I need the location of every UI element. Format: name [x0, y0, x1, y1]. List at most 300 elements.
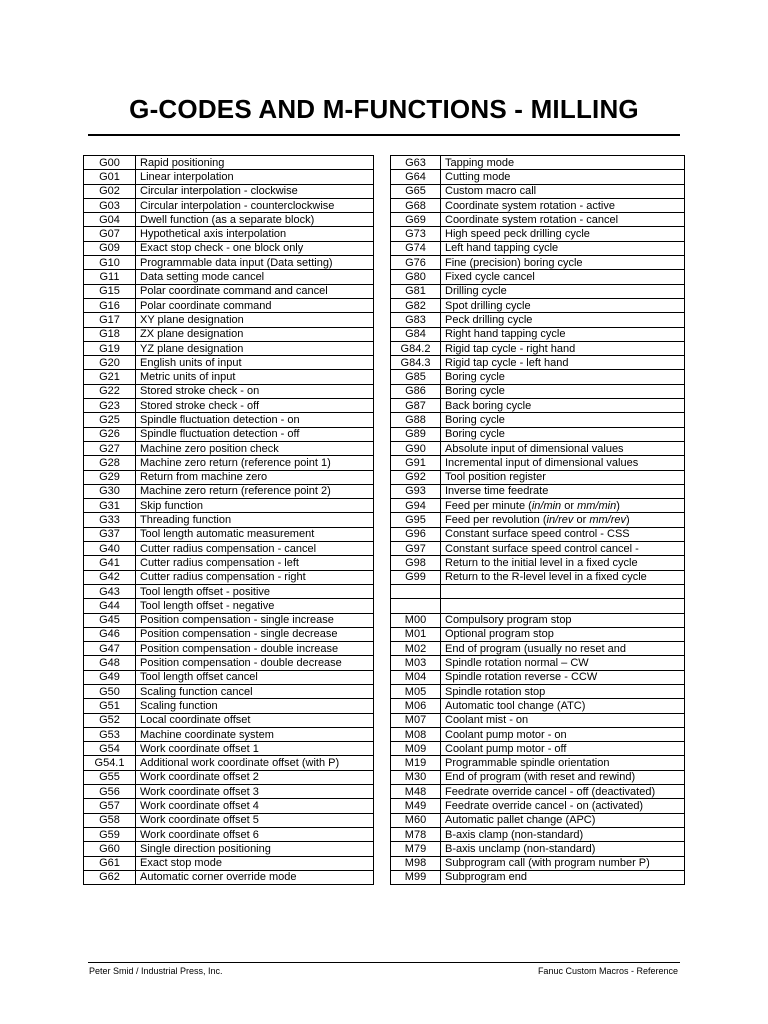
table-row: [84, 627, 374, 641]
table-row: [391, 327, 685, 341]
table-row: [84, 827, 374, 841]
code-cell: G19: [84, 341, 136, 355]
code-cell: G98: [391, 556, 441, 570]
description-cell: Constant surface speed control cancel -: [441, 542, 685, 556]
description-cell: Programmable spindle orientation: [441, 756, 685, 770]
table-row: [84, 427, 374, 441]
code-cell: G29: [84, 470, 136, 484]
table-row: [391, 156, 685, 170]
description-cell: XY plane designation: [136, 313, 374, 327]
table-row: [391, 341, 685, 355]
code-cell: G81: [391, 284, 441, 298]
code-cell: G48: [84, 656, 136, 670]
description-cell: Dwell function (as a separate block): [136, 213, 374, 227]
description-cell: Coordinate system rotation - active: [441, 198, 685, 212]
description-cell: Tool length offset - negative: [136, 599, 374, 613]
description-cell: Fine (precision) boring cycle: [441, 256, 685, 270]
code-cell: G02: [84, 184, 136, 198]
description-cell: Work coordinate offset 5: [136, 813, 374, 827]
table-row: [84, 670, 374, 684]
description-cell: ZX plane designation: [136, 327, 374, 341]
table-row: [84, 713, 374, 727]
table-row: [391, 684, 685, 698]
description-cell: Boring cycle: [441, 413, 685, 427]
description-cell: Spindle rotation normal – CW: [441, 656, 685, 670]
description-cell: Machine zero position check: [136, 441, 374, 455]
description-cell: Work coordinate offset 3: [136, 785, 374, 799]
code-cell: G40: [84, 542, 136, 556]
table-row: [84, 856, 374, 870]
code-cell: G22: [84, 384, 136, 398]
table-row: [84, 256, 374, 270]
description-cell: Rapid positioning: [136, 156, 374, 170]
code-cell: G90: [391, 441, 441, 455]
code-cell: M00: [391, 613, 441, 627]
description-cell: Metric units of input: [136, 370, 374, 384]
table-row: [84, 399, 374, 413]
description-cell: Return to the R-level level in a fixed cycle: [441, 570, 685, 584]
table-row: [391, 356, 685, 370]
description-cell: Left hand tapping cycle: [441, 241, 685, 255]
code-cell: G09: [84, 241, 136, 255]
table-row: [84, 499, 374, 513]
code-cell: G37: [84, 527, 136, 541]
description-cell: Inverse time feedrate: [441, 484, 685, 498]
description-cell: Feed per minute (in/min or mm/min): [441, 499, 685, 513]
code-cell: G91: [391, 456, 441, 470]
code-cell: G27: [84, 441, 136, 455]
table-row: [84, 684, 374, 698]
description-cell: Coolant pump motor - off: [441, 742, 685, 756]
description-cell: Absolute input of dimensional values: [441, 441, 685, 455]
description-cell: Spot drilling cycle: [441, 298, 685, 312]
description-cell: B-axis unclamp (non-standard): [441, 842, 685, 856]
description-cell: Fixed cycle cancel: [441, 270, 685, 284]
table-row: [84, 213, 374, 227]
description-cell: Boring cycle: [441, 384, 685, 398]
table-row: [391, 298, 685, 312]
table-row: [391, 213, 685, 227]
description-cell: Right hand tapping cycle: [441, 327, 685, 341]
description-cell: Stored stroke check - off: [136, 399, 374, 413]
code-cell: M02: [391, 642, 441, 656]
description-cell: Feed per revolution (in/rev or mm/rev): [441, 513, 685, 527]
description-cell: Boring cycle: [441, 370, 685, 384]
description-cell: Work coordinate offset 4: [136, 799, 374, 813]
description-cell: End of program (with reset and rewind): [441, 770, 685, 784]
description-cell: Stored stroke check - on: [136, 384, 374, 398]
table-row: [84, 584, 374, 598]
code-cell: G68: [391, 198, 441, 212]
table-row: [391, 170, 685, 184]
description-cell: Cutter radius compensation - right: [136, 570, 374, 584]
code-cell: M49: [391, 799, 441, 813]
code-cell: G15: [84, 284, 136, 298]
description-cell: Boring cycle: [441, 427, 685, 441]
table-row: [84, 413, 374, 427]
code-cell: G45: [84, 613, 136, 627]
table-row: [84, 341, 374, 355]
table-row: [391, 270, 685, 284]
table-row: [84, 313, 374, 327]
code-cell: G31: [84, 499, 136, 513]
table-row: [84, 470, 374, 484]
table-row: [391, 184, 685, 198]
description-cell: Drilling cycle: [441, 284, 685, 298]
title-divider: [88, 134, 680, 136]
description-cell: Peck drilling cycle: [441, 313, 685, 327]
table-row: [84, 156, 374, 170]
code-cell: G42: [84, 570, 136, 584]
description-cell: Custom macro call: [441, 184, 685, 198]
code-cell: G62: [84, 870, 136, 884]
code-cell: G55: [84, 770, 136, 784]
description-cell: Machine coordinate system: [136, 727, 374, 741]
table-row: [391, 713, 685, 727]
description-cell: Return from machine zero: [136, 470, 374, 484]
code-cell: M03: [391, 656, 441, 670]
description-cell: Tapping mode: [441, 156, 685, 170]
description-cell: Automatic tool change (ATC): [441, 699, 685, 713]
description-cell: Programmable data input (Data setting): [136, 256, 374, 270]
table-row: [391, 856, 685, 870]
footer-author: Peter Smid / Industrial Press, Inc.: [89, 966, 223, 976]
description-cell: Spindle rotation stop: [441, 684, 685, 698]
table-row: [84, 756, 374, 770]
description-cell: Scaling function cancel: [136, 684, 374, 698]
description-cell: English units of input: [136, 356, 374, 370]
code-cell: M98: [391, 856, 441, 870]
code-cell: G86: [391, 384, 441, 398]
code-cell: G88: [391, 413, 441, 427]
table-row: [84, 513, 374, 527]
table-row: [391, 670, 685, 684]
code-cell: G33: [84, 513, 136, 527]
table-row: [391, 413, 685, 427]
table-row: [391, 441, 685, 455]
code-cell: G49: [84, 670, 136, 684]
code-cell: G50: [84, 684, 136, 698]
description-cell: Exact stop check - one block only: [136, 241, 374, 255]
description-cell: Work coordinate offset 6: [136, 827, 374, 841]
table-row: [84, 356, 374, 370]
code-cell: G64: [391, 170, 441, 184]
table-row: [84, 813, 374, 827]
code-cell: M19: [391, 756, 441, 770]
table-row: [391, 241, 685, 255]
code-cell: G93: [391, 484, 441, 498]
description-cell: Hypothetical axis interpolation: [136, 227, 374, 241]
description-cell: Cutter radius compensation - cancel: [136, 542, 374, 556]
table-row: [391, 584, 685, 598]
table-row: [84, 198, 374, 212]
description-cell: [441, 599, 685, 613]
table-row: [391, 527, 685, 541]
description-cell: Position compensation - double increase: [136, 642, 374, 656]
description-cell: Coordinate system rotation - cancel: [441, 213, 685, 227]
code-cell: G01: [84, 170, 136, 184]
code-cell: G44: [84, 599, 136, 613]
description-cell: Rigid tap cycle - right hand: [441, 341, 685, 355]
table-row: [391, 370, 685, 384]
description-cell: Position compensation - single decrease: [136, 627, 374, 641]
table-row: [391, 313, 685, 327]
description-cell: Work coordinate offset 2: [136, 770, 374, 784]
table-row: [84, 699, 374, 713]
description-cell: Spindle rotation reverse - CCW: [441, 670, 685, 684]
code-cell: G04: [84, 213, 136, 227]
code-cell: G92: [391, 470, 441, 484]
description-cell: Automatic pallet change (APC): [441, 813, 685, 827]
description-cell: Exact stop mode: [136, 856, 374, 870]
code-cell: G23: [84, 399, 136, 413]
table-row: [84, 785, 374, 799]
description-cell: Tool position register: [441, 470, 685, 484]
code-cell: G95: [391, 513, 441, 527]
table-row: [84, 742, 374, 756]
description-cell: Subprogram end: [441, 870, 685, 884]
description-cell: Feedrate override cancel - off (deactivated): [441, 785, 685, 799]
code-cell: G18: [84, 327, 136, 341]
code-cell: G53: [84, 727, 136, 741]
table-row: [84, 870, 374, 884]
description-cell: Tool length offset - positive: [136, 584, 374, 598]
code-cell: G63: [391, 156, 441, 170]
table-row: [84, 284, 374, 298]
table-row: [84, 542, 374, 556]
table-row: [391, 656, 685, 670]
description-cell: Coolant pump motor - on: [441, 727, 685, 741]
table-row: [84, 370, 374, 384]
code-cell: G25: [84, 413, 136, 427]
footer-reference: Fanuc Custom Macros - Reference: [537, 966, 678, 976]
table-row: [391, 613, 685, 627]
description-cell: Constant surface speed control - CSS: [441, 527, 685, 541]
table-row: [391, 727, 685, 741]
code-cell: G54.1: [84, 756, 136, 770]
table-row: [84, 327, 374, 341]
code-cell: G54: [84, 742, 136, 756]
table-row: [84, 656, 374, 670]
code-cell: G85: [391, 370, 441, 384]
code-cell: M99: [391, 870, 441, 884]
description-cell: Return to the initial level in a fixed cycle: [441, 556, 685, 570]
description-cell: B-axis clamp (non-standard): [441, 827, 685, 841]
code-cell: G17: [84, 313, 136, 327]
code-cell: G69: [391, 213, 441, 227]
code-cell: G83: [391, 313, 441, 327]
code-cell: G11: [84, 270, 136, 284]
table-row: [84, 599, 374, 613]
description-cell: [441, 584, 685, 598]
table-row: [84, 484, 374, 498]
code-cell: G43: [84, 584, 136, 598]
code-cell: G73: [391, 227, 441, 241]
table-row: [84, 184, 374, 198]
table-row: [84, 570, 374, 584]
code-cell: G97: [391, 542, 441, 556]
description-cell: Position compensation - double decrease: [136, 656, 374, 670]
code-cell: G99: [391, 570, 441, 584]
table-row: [391, 456, 685, 470]
description-cell: Data setting mode cancel: [136, 270, 374, 284]
code-cell: M60: [391, 813, 441, 827]
table-row: [391, 799, 685, 813]
description-cell: Spindle fluctuation detection - on: [136, 413, 374, 427]
footer-divider: [88, 962, 680, 963]
description-cell: Spindle fluctuation detection - off: [136, 427, 374, 441]
table-row: [391, 198, 685, 212]
left-code-table: [83, 155, 374, 885]
table-row: [84, 298, 374, 312]
description-cell: High speed peck drilling cycle: [441, 227, 685, 241]
table-row: [84, 527, 374, 541]
table-row: [391, 227, 685, 241]
code-cell: G47: [84, 642, 136, 656]
description-cell: Incremental input of dimensional values: [441, 456, 685, 470]
table-row: [391, 499, 685, 513]
table-row: [391, 284, 685, 298]
table-row: [391, 599, 685, 613]
table-row: [391, 384, 685, 398]
code-cell: G60: [84, 842, 136, 856]
table-row: [391, 756, 685, 770]
description-cell: Optional program stop: [441, 627, 685, 641]
description-cell: Threading function: [136, 513, 374, 527]
code-cell: G57: [84, 799, 136, 813]
table-row: [84, 556, 374, 570]
description-cell: Cutting mode: [441, 170, 685, 184]
code-cell: G94: [391, 499, 441, 513]
description-cell: Back boring cycle: [441, 399, 685, 413]
code-cell: G84.3: [391, 356, 441, 370]
code-cell: G82: [391, 298, 441, 312]
code-cell: G52: [84, 713, 136, 727]
table-row: [391, 699, 685, 713]
table-row: [84, 842, 374, 856]
description-cell: Skip function: [136, 499, 374, 513]
code-cell: M30: [391, 770, 441, 784]
code-cell: G16: [84, 298, 136, 312]
table-row: [84, 384, 374, 398]
code-cell: G07: [84, 227, 136, 241]
code-cell: G41: [84, 556, 136, 570]
code-cell: [391, 584, 441, 598]
table-row: [84, 613, 374, 627]
table-row: [84, 770, 374, 784]
code-cell: G51: [84, 699, 136, 713]
table-row: [84, 799, 374, 813]
table-row: [391, 842, 685, 856]
table-row: [391, 813, 685, 827]
table-row: [84, 227, 374, 241]
description-cell: Position compensation - single increase: [136, 613, 374, 627]
description-cell: Compulsory program stop: [441, 613, 685, 627]
page-title: G-CODES AND M-FUNCTIONS - MILLING: [129, 94, 639, 124]
description-cell: Tool length automatic measurement: [136, 527, 374, 541]
description-cell: Scaling function: [136, 699, 374, 713]
table-row: [391, 742, 685, 756]
code-cell: G46: [84, 627, 136, 641]
table-row: [391, 542, 685, 556]
description-cell: Coolant mist - on: [441, 713, 685, 727]
code-cell: G26: [84, 427, 136, 441]
code-cell: G80: [391, 270, 441, 284]
description-cell: Machine zero return (reference point 2): [136, 484, 374, 498]
code-cell: G89: [391, 427, 441, 441]
description-cell: Automatic corner override mode: [136, 870, 374, 884]
code-cell: G59: [84, 827, 136, 841]
code-cell: G84: [391, 327, 441, 341]
table-row: [391, 642, 685, 656]
description-cell: Additional work coordinate offset (with P): [136, 756, 374, 770]
table-row: [391, 427, 685, 441]
table-row: [391, 870, 685, 884]
table-row: [84, 642, 374, 656]
description-cell: Local coordinate offset: [136, 713, 374, 727]
code-cell: G56: [84, 785, 136, 799]
code-cell: G21: [84, 370, 136, 384]
description-cell: End of program (usually no reset and: [441, 642, 685, 656]
table-row: [84, 170, 374, 184]
table-row: [391, 627, 685, 641]
description-cell: Work coordinate offset 1: [136, 742, 374, 756]
code-cell: G03: [84, 198, 136, 212]
code-cell: G10: [84, 256, 136, 270]
description-cell: YZ plane designation: [136, 341, 374, 355]
right-code-table: [390, 155, 685, 885]
code-cell: G84.2: [391, 341, 441, 355]
code-cell: G96: [391, 527, 441, 541]
code-cell: G20: [84, 356, 136, 370]
description-cell: Rigid tap cycle - left hand: [441, 356, 685, 370]
code-cell: [391, 599, 441, 613]
code-cell: G61: [84, 856, 136, 870]
description-cell: Tool length offset cancel: [136, 670, 374, 684]
code-cell: M01: [391, 627, 441, 641]
description-cell: Circular interpolation - counterclockwise: [136, 198, 374, 212]
code-cell: M48: [391, 785, 441, 799]
description-cell: Single direction positioning: [136, 842, 374, 856]
description-cell: Polar coordinate command: [136, 298, 374, 312]
code-cell: G76: [391, 256, 441, 270]
description-cell: Polar coordinate command and cancel: [136, 284, 374, 298]
table-row: [391, 556, 685, 570]
table-row: [391, 785, 685, 799]
table-row: [84, 441, 374, 455]
table-row: [84, 727, 374, 741]
code-cell: G28: [84, 456, 136, 470]
description-cell: Linear interpolation: [136, 170, 374, 184]
table-row: [84, 270, 374, 284]
code-cell: G00: [84, 156, 136, 170]
table-row: [391, 827, 685, 841]
description-cell: Circular interpolation - clockwise: [136, 184, 374, 198]
table-row: [391, 470, 685, 484]
code-cell: M06: [391, 699, 441, 713]
code-cell: M04: [391, 670, 441, 684]
code-cell: M78: [391, 827, 441, 841]
code-cell: M09: [391, 742, 441, 756]
code-cell: G87: [391, 399, 441, 413]
description-cell: Feedrate override cancel - on (activated): [441, 799, 685, 813]
table-row: [391, 256, 685, 270]
code-cell: M79: [391, 842, 441, 856]
code-cell: G74: [391, 241, 441, 255]
table-row: [391, 513, 685, 527]
code-cell: M07: [391, 713, 441, 727]
table-row: [84, 456, 374, 470]
